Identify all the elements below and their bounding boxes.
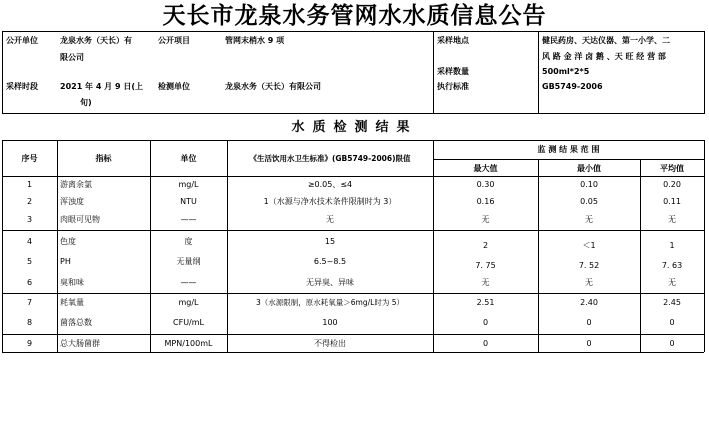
row-max: 无 (481, 278, 490, 287)
time-label: 采样时段 (6, 82, 38, 91)
std-value: GB5749-2006 (542, 82, 603, 91)
qty-value: 500ml*2*5 (542, 67, 590, 76)
row-no: 4 (26, 237, 33, 246)
row-min: ＜1 (582, 241, 596, 250)
row-unit: —— (180, 278, 197, 287)
row-max: 0 (482, 318, 489, 327)
row-max: 0.30 (476, 180, 495, 189)
row-indicator: 菌落总数 (60, 318, 92, 327)
row-min: 0.05 (580, 197, 598, 206)
header-min: 最小值 (577, 164, 601, 173)
row-avg: 无 (668, 278, 676, 287)
row-no: 2 (26, 197, 33, 206)
row-no: 3 (26, 215, 33, 224)
row-min: 0 (586, 339, 592, 348)
header-indicator: 指标 (95, 154, 112, 163)
row-no: 1 (26, 180, 33, 189)
row-no: 5 (26, 257, 33, 266)
header-limit: 《生活饮用水卫生标准》(GB5749-2006)限值 (249, 154, 411, 163)
row-limit: 无异臭、异味 (306, 278, 354, 287)
header-unit: 单位 (180, 154, 197, 163)
row-indicator: 臭和味 (60, 278, 84, 287)
row-unit: NTU (180, 197, 197, 206)
org-value-line1: 龙泉水务（天长）有 (60, 36, 132, 45)
header-max: 最大值 (473, 164, 498, 173)
row-no: 9 (26, 339, 33, 348)
section-title: 水质检测结果 (291, 120, 418, 135)
row-indicator: PH (60, 257, 71, 266)
row-max: 7. 75 (475, 261, 496, 270)
row-min: 无 (585, 278, 593, 287)
org-label: 公开单位 (6, 36, 38, 45)
item-label: 公开项目 (158, 36, 190, 45)
row-limit: 100 (322, 318, 338, 327)
time-value-line1: 2021 年 4 月 9 日(上 (60, 82, 143, 91)
row-no: 8 (26, 318, 33, 327)
row-max: 0 (482, 339, 489, 348)
row-avg: 0 (669, 339, 675, 348)
row-unit: 无量纲 (176, 257, 201, 266)
header-no: 序号 (21, 154, 38, 163)
row-limit: 1（水源与净水技术条件限制时为 3） (263, 197, 397, 206)
row-unit: mg/L (178, 298, 199, 307)
row-avg: 无 (668, 215, 676, 224)
row-indicator: 总大肠菌群 (60, 339, 100, 348)
qty-label: 采样数量 (437, 67, 469, 76)
time-value-line2: 旬) (80, 98, 92, 107)
row-min: 0.10 (580, 180, 598, 189)
row-indicator: 游离余氯 (60, 180, 92, 189)
row-avg: 1 (669, 241, 675, 250)
row-avg: 0.11 (663, 197, 681, 206)
page-title: 天长市龙泉水务管网水水质信息公告 (162, 2, 547, 29)
row-limit: 6.5~8.5 (313, 257, 347, 266)
header-range: 监 测 结 果 范 围 (537, 145, 600, 154)
row-unit: mg/L (178, 180, 199, 189)
std-label: 执行标准 (437, 82, 469, 91)
row-unit: —— (180, 215, 197, 224)
item-value: 管网末梢水 9 项 (225, 36, 285, 45)
row-min: 7. 52 (578, 261, 600, 270)
header-avg: 平均值 (660, 164, 684, 173)
row-no: 7 (26, 298, 33, 307)
row-max: 0.16 (476, 197, 495, 206)
site-value-line2: 风 路 金 洋 卤 鹅 、天 旺 经 营 部 (542, 52, 666, 61)
row-avg: 0.20 (663, 180, 681, 189)
row-unit: MPN/100mL (164, 339, 213, 348)
row-indicator: 色度 (60, 237, 76, 246)
row-indicator: 浑浊度 (60, 197, 84, 206)
unit-label: 检测单位 (158, 82, 190, 91)
row-avg: 7. 63 (661, 261, 683, 270)
row-limit: 3（水源限制，原水耗氧量＞6mg/L时为 5） (256, 298, 404, 307)
row-indicator: 肉眼可见物 (60, 215, 100, 224)
row-limit: ≥0.05、≤4 (307, 180, 353, 189)
unit-value: 龙泉水务（天长）有限公司 (225, 82, 321, 91)
row-unit: 度 (184, 237, 193, 246)
site-label: 采样地点 (437, 36, 469, 45)
org-value-line2: 限公司 (60, 53, 84, 62)
row-max: 2.51 (476, 298, 495, 307)
row-indicator: 耗氧量 (60, 298, 84, 307)
row-max: 2 (482, 241, 489, 250)
site-value-line1: 健民药房、天达仪器、第一小学、二 (542, 36, 670, 45)
row-avg: 0 (669, 318, 675, 327)
row-limit: 无 (326, 215, 334, 224)
row-no: 6 (26, 278, 33, 287)
row-min: 0 (586, 318, 592, 327)
row-min: 2.40 (580, 298, 598, 307)
row-limit: 不得检出 (314, 339, 346, 348)
row-max: 无 (481, 215, 490, 224)
row-unit: CFU/mL (173, 318, 204, 327)
row-limit: 15 (324, 237, 336, 246)
row-min: 无 (585, 215, 593, 224)
row-avg: 2.45 (663, 298, 681, 307)
